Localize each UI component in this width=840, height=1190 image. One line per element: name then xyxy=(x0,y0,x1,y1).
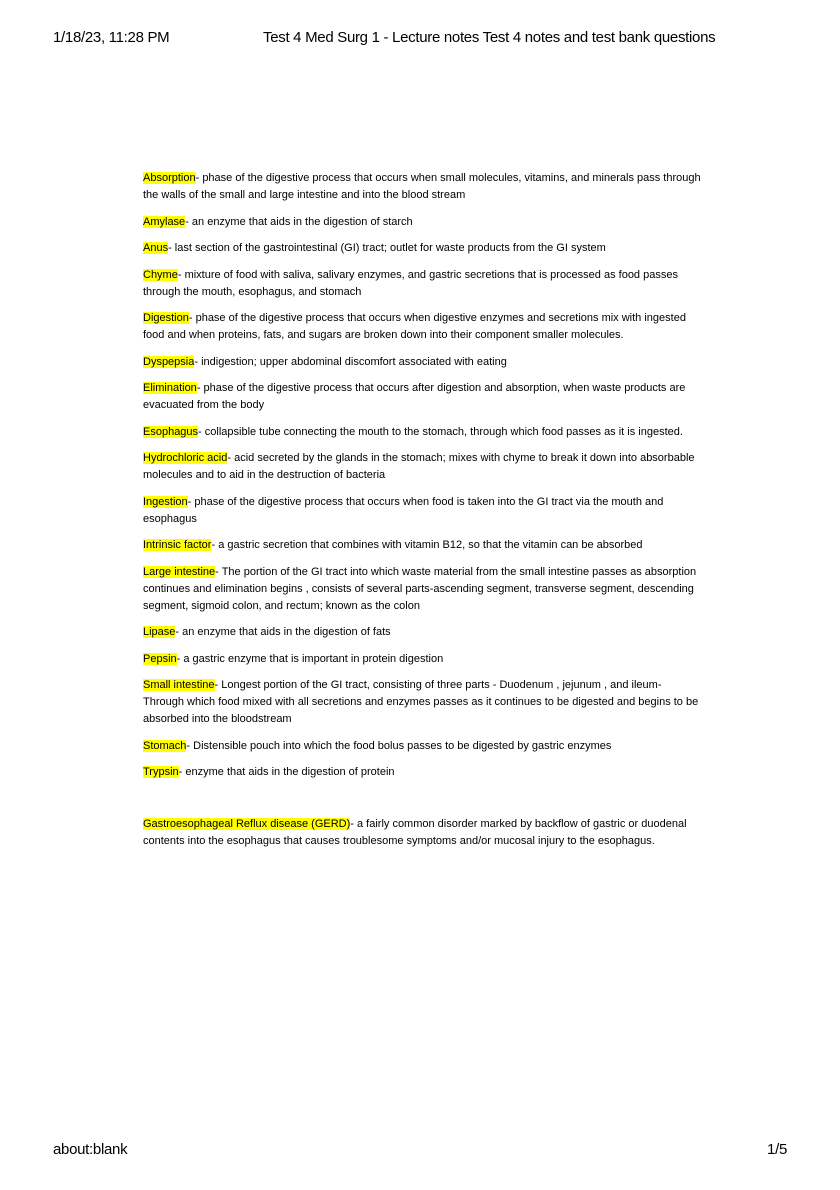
term-definition: - a gastric secretion that combines with vitamin B12, so that the vitamin can be absorbed xyxy=(211,539,643,551)
glossary-entry-intrinsic-factor xyxy=(143,537,703,554)
glossary-entry-anus xyxy=(143,240,703,257)
term-definition: - a fairly common disorder marked by backflow of gastric or duodenal contents into the esophagus that causes troublesome symptoms and/or mucosal injury to the esophagus. xyxy=(143,818,687,847)
term-highlight: Intrinsic factor xyxy=(143,539,212,551)
term-highlight: Amylase xyxy=(143,215,186,228)
glossary-entry-hydrochloric-acid xyxy=(143,450,703,484)
term-highlight: Gastroesophageal Reflux disease (GERD) xyxy=(143,818,351,830)
glossary-entry-amylase xyxy=(143,214,703,231)
term-definition: - a gastric enzyme that is important in protein digestion xyxy=(176,652,444,665)
term-definition: - Longest portion of the GI tract, consisting of three parts - Duodenum , jejunum , and ileum- Through which food mixed with all secretions and enzymes passes as it continues to be digested and begins to be absorbed into the bloodstream xyxy=(143,679,699,725)
glossary-entry-stomach xyxy=(143,738,703,755)
term-highlight: Trypsin xyxy=(143,766,179,778)
glossary-entry-trypsin xyxy=(143,764,703,781)
term-highlight: Small intestine xyxy=(143,679,215,691)
term-definition: - phase of the digestive process that occurs after digestion and absorption, when waste products are evacuated from the body xyxy=(143,382,686,411)
term-definition: - collapsible tube connecting the mouth to the stomach, through which food passes as it is ingested. xyxy=(198,425,683,438)
glossary-entry-absorption xyxy=(143,170,703,204)
page-number: 1/5 xyxy=(767,1141,787,1158)
term-highlight: Absorption xyxy=(143,172,196,184)
glossary-entry-large-intestine xyxy=(143,564,703,615)
glossary-entry-lipase xyxy=(143,624,703,641)
term-highlight: Chyme xyxy=(143,268,178,281)
print-header xyxy=(53,29,787,49)
term-highlight: Hydrochloric acid xyxy=(143,452,228,464)
term-definition: - indigestion; upper abdominal discomfort associated with eating xyxy=(194,355,507,368)
glossary-entry-gerd xyxy=(143,816,703,850)
term-definition: - phase of the digestive process that occurs when small molecules, vitamins, and minerals pass through the walls of the small and large intestine and into the blood stream xyxy=(143,172,701,201)
term-highlight: Stomach xyxy=(143,739,187,752)
print-footer xyxy=(53,1141,787,1161)
term-highlight: Anus xyxy=(143,242,169,254)
term-definition: - last section of the gastrointestinal (GI) tract; outlet for waste products from the GI system xyxy=(168,242,606,254)
term-highlight: Esophagus xyxy=(143,425,199,438)
term-definition: - acid secreted by the glands in the stomach; mixes with chyme to break it down into absorbable molecules and to aid in the destruction of bacteria xyxy=(143,452,695,481)
glossary-entry-ingestion xyxy=(143,494,703,528)
glossary-entry-esophagus xyxy=(143,424,703,441)
term-definition: - Distensible pouch into which the food bolus passes to be digested by gastric enzymes xyxy=(186,739,612,752)
term-highlight: Large intestine xyxy=(143,565,216,578)
glossary-entry-digestion xyxy=(143,310,703,344)
term-definition: - an enzyme that aids in the digestion of fats xyxy=(175,626,391,638)
page-url: about:blank xyxy=(53,1141,128,1158)
term-definition: - enzyme that aids in the digestion of protein xyxy=(178,766,395,778)
document-title: Test 4 Med Surg 1 - Lecture notes Test 4 notes and test bank questions xyxy=(263,29,716,46)
term-highlight: Digestion xyxy=(143,312,189,324)
glossary-entry-chyme xyxy=(143,267,703,301)
term-definition: - mixture of food with saliva, salivary enzymes, and gastric secretions that is processed as food passes through the mouth, esophagus, and stomach xyxy=(143,268,678,298)
glossary-content xyxy=(143,170,703,860)
term-highlight: Ingestion xyxy=(143,495,188,508)
term-definition: - The portion of the GI tract into which waste material from the small intestine passes as absorption continues and elimination begins , consists of several parts-ascending segment, transverse segment, descending segment, sigmoid colon, and rectum; known as the colon xyxy=(143,565,697,612)
glossary-entry-small-intestine xyxy=(143,677,703,728)
glossary-entry-dyspepsia xyxy=(143,354,703,371)
term-highlight: Pepsin xyxy=(143,652,177,665)
term-highlight: Dyspepsia xyxy=(143,355,195,368)
glossary-entry-elimination xyxy=(143,380,703,414)
term-definition: - an enzyme that aids in the digestion of starch xyxy=(185,215,413,228)
glossary-entry-pepsin xyxy=(143,651,703,668)
print-datetime: 1/18/23, 11:28 PM xyxy=(53,29,170,46)
term-definition: - phase of the digestive process that occurs when food is taken into the GI tract via the mouth and esophagus xyxy=(143,495,664,525)
term-highlight: Lipase xyxy=(143,626,176,638)
term-definition: - phase of the digestive process that occurs when digestive enzymes and secretions mix with ingested food and when proteins, fats, and sugars are broken down into their component smaller molecules. xyxy=(143,312,686,341)
term-highlight: Elimination xyxy=(143,382,197,394)
